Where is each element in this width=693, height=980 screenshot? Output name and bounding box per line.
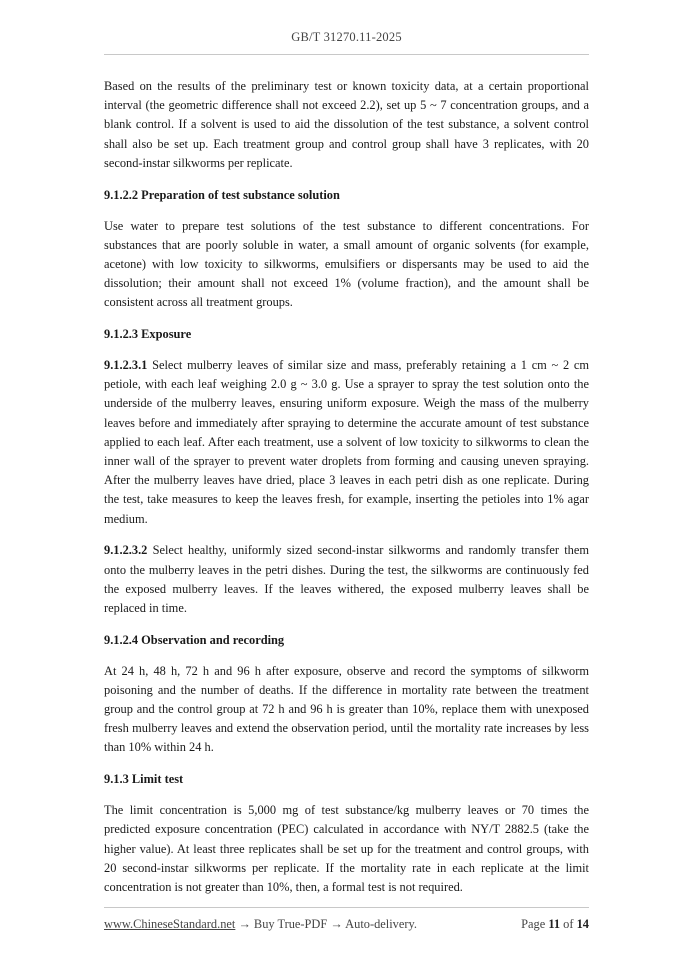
clause-number-9-1-2-3-1: 9.1.2.3.1	[104, 358, 148, 373]
page-footer	[104, 917, 589, 932]
document-body	[104, 77, 589, 910]
clause-text-9-1-2-3-1: Select mulberry leaves of similar size and mass, preferably retaining a 1 cm ~ 2 cm petiole, with each leaf weighing 2.0 g ~ 3.0 g. Use a sprayer to spray the test solution onto the underside of the mulberry leaves, ensuring uniform exposure. Weigh the mass of the mulberry leaves before and immediately after spraying to determine the accurate amount of test substance applied to each leaf. After each treatment, use a solvent of low toxicity to silkworms to clean the inner wall of the sprayer to prevent water droplets from forming and causing uneven spraying. After the mulberry leaves have dried, place 3 leaves in each petri dish as one replicate. During the test, take measures to keep the leaves fresh, for example, inserting the petioles into 1% agar medium.	[104, 358, 589, 526]
section-heading-9-1-3: 9.1.3 Limit test	[104, 772, 184, 787]
section-heading-9-1-2-2: 9.1.2.2 Preparation of test substance solution	[104, 187, 340, 202]
paragraph-9-1-2-3-2	[104, 541, 589, 618]
intro-paragraph: Based on the results of the preliminary test or known toxicity data, at a certain proportional interval (the geometric difference shall not exceed 2.2), set up 5 ~ 7 concentration groups, and a blank control. If a solvent is used to aid the dissolution of the test substance, a solvent control shall also be set up. Each treatment group and control group shall have 3 replicates, with 20 second-instar silkworms per replicate.	[104, 79, 589, 170]
page-indicator	[521, 917, 589, 932]
clause-number-9-1-2-3-2: 9.1.2.3.2	[104, 543, 148, 558]
clause-text-9-1-2-3-2: Select healthy, uniformly sized second-instar silkworms and randomly transfer them onto the mulberry leaves in the petri dishes. During the test, the silkworms are continuously fed the exposed mulberry leaves. If the leaves withered, the exposed mulberry leaves shall be replaced in time.	[104, 543, 589, 615]
promo-text: → Buy True-PDF → Auto-delivery.	[235, 917, 417, 931]
paragraph-9-1-2-4: At 24 h, 48 h, 72 h and 96 h after exposure, observe and record the symptoms of silkworm poisoning and the number of deaths. If the difference in mortality rate between the treatment group and the control group at 72 h and 96 h is greater than 10%, replace them with unexposed fresh mulberry leaves and extend the observation period, until the mortality rate increases by less than 10% within 24 h.	[104, 663, 589, 755]
section-heading-9-1-2-4: 9.1.2.4 Observation and recording	[104, 632, 285, 647]
paragraph-9-1-2-2: Use water to prepare test solutions of the test substance to different concentrations. For substances that are poorly soluble in water, a small amount of organic solvents (for example, acetone) with low toxicity to silkworms, emulsifiers or dispersants may be used to aid the dissolution; their amount shall not exceed 1% (volume fraction), and the amount shall be consistent across all treatment groups.	[104, 218, 589, 310]
paragraph-9-1-2-3-1	[104, 356, 589, 529]
page-of: of	[563, 917, 574, 931]
header-divider	[104, 54, 589, 55]
footer-promo	[104, 917, 417, 932]
page-label: Page	[521, 917, 546, 931]
paragraph-9-1-3: The limit concentration is 5,000 mg of test substance/kg mulberry leaves or 70 times the predicted exposure concentration (PEC) calculated in accordance with NY/T 2882.5 (take the higher value). At least three replicates shall be set up for the treatment and control groups, with 20 second-instar silkworms per replicate. If the mortality rate in each replicate at the limit concentration is not greater than 10%, then, a formal test is not required.	[104, 803, 589, 894]
footer-divider	[104, 907, 589, 908]
page-current: 11	[548, 917, 561, 931]
standard-number: GB/T 31270.11-2025	[291, 30, 402, 44]
page-header	[0, 30, 693, 45]
page-total: 14	[576, 917, 589, 931]
site-link[interactable]: www.ChineseStandard.net	[104, 917, 236, 931]
section-heading-9-1-2-3: 9.1.2.3 Exposure	[104, 327, 192, 342]
